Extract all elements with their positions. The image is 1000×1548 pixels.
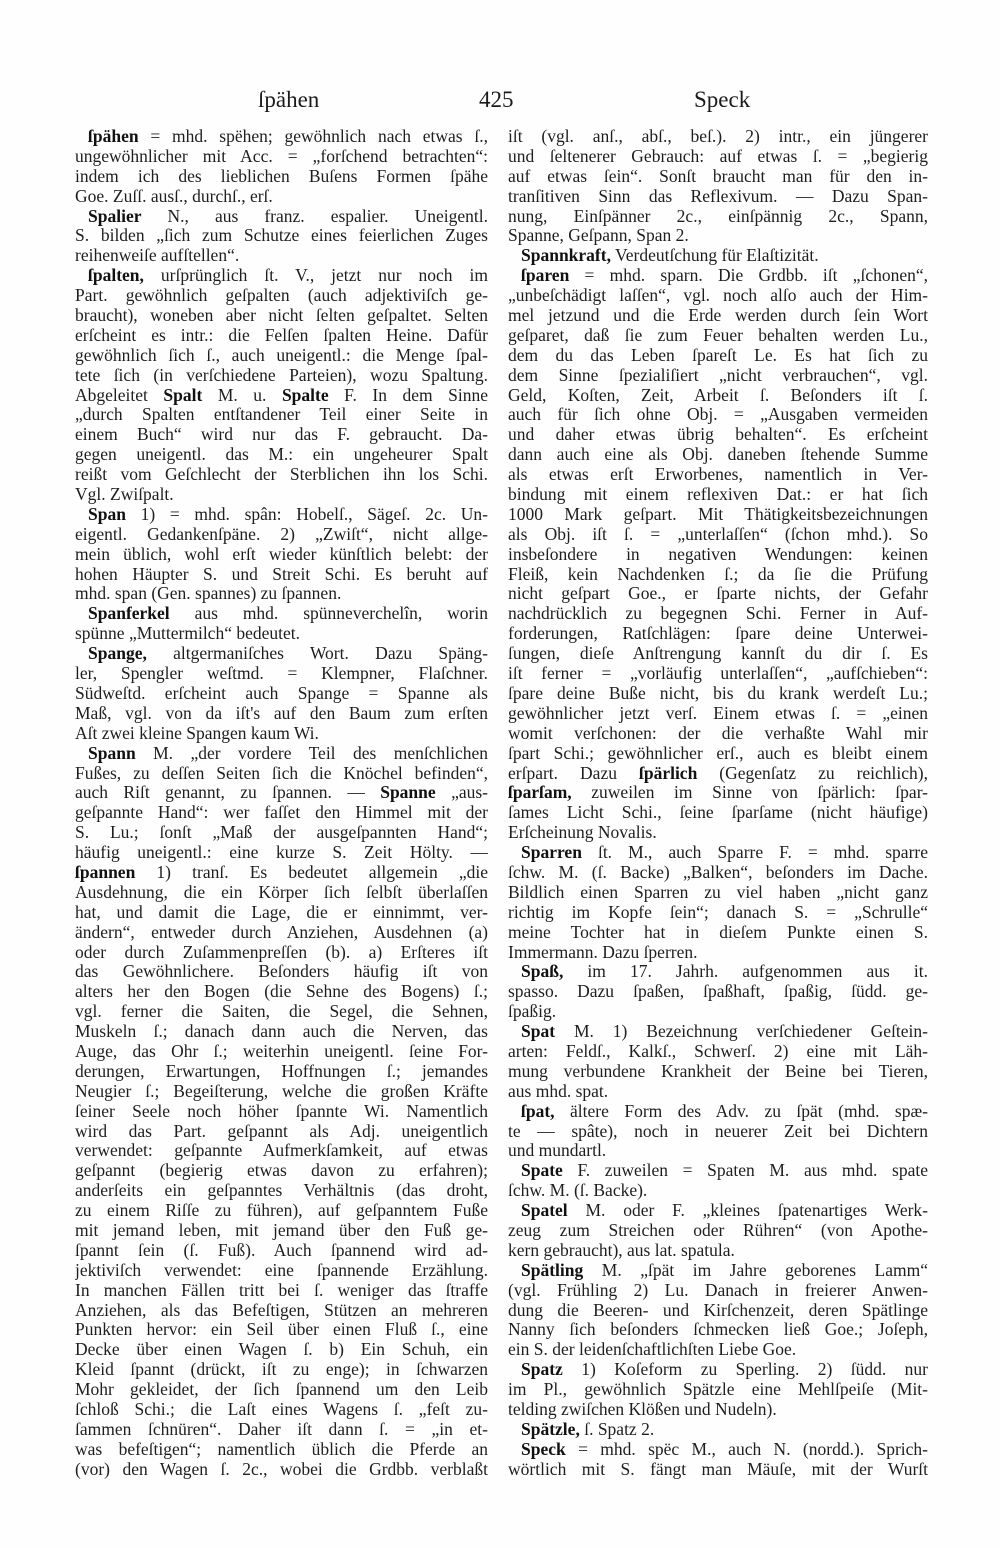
headword: Spat bbox=[521, 1022, 556, 1042]
dictionary-entry bbox=[508, 1161, 928, 1201]
text-line: vgl. ferner die Saiten, die Segel, die Sehnen, bbox=[75, 1002, 488, 1022]
text-line bbox=[508, 1102, 928, 1122]
text-line: hohen Häupter S. und Streit Schi. Es beruht auf bbox=[75, 564, 488, 584]
text-line: als Obj. iſt ſ. = „unterlaſſen“ (ſchon mhd.). So bbox=[508, 524, 928, 544]
text-line: alters her den Bogen (die Sehne des Bogens) ſ.; bbox=[75, 982, 488, 1002]
text-line bbox=[75, 783, 488, 803]
text-line: Nanny ſich beſonders ſchmecken ließ Goe.; Joſeph, bbox=[508, 1320, 928, 1340]
text-line bbox=[75, 127, 488, 147]
text-line: Part. gewöhnlich geſpalten (auch adjektiviſch ge- bbox=[75, 286, 488, 306]
headword: Spätling bbox=[521, 1260, 584, 1280]
text-run: Abgeleitet bbox=[75, 385, 164, 405]
text-run: erſpart. Dazu bbox=[508, 763, 639, 783]
text-line: braucht), woneben aber nicht ſelten geſpaltet. Selten bbox=[75, 306, 488, 326]
text-line: ſammen ſchnüren“. Daher iſt dann ſ. = „in et- bbox=[75, 1419, 488, 1439]
text-line: „durch Spalten entſtandener Teil einer Seite in bbox=[75, 405, 488, 425]
text-line: wörtlich mit S. fängt man Mäuſe, mit der Wurſt bbox=[508, 1459, 928, 1479]
headword: ſpähen bbox=[88, 127, 139, 146]
dictionary-entry bbox=[508, 1261, 928, 1360]
text-line: derungen, Erwartungen, Hoffnungen ſ.; jemandes bbox=[75, 1061, 488, 1081]
text-line bbox=[508, 764, 928, 784]
text-line: oder durch Zuſammenpreſſen (b). a) Erſteres iſt bbox=[75, 942, 488, 962]
dictionary-entry bbox=[75, 127, 488, 207]
headword: Spann bbox=[88, 743, 136, 763]
text-line: zeug zum Streichen oder Rühren“ (von Apothe- bbox=[508, 1220, 928, 1240]
text-run: M. „der vordere Teil des menſchlichen bbox=[135, 743, 488, 763]
text-line: ändern“, entweder durch Anziehen, Ausdehnen (a) bbox=[75, 922, 488, 942]
text-line: und daher etwas übrig behalten“. Es erſcheint bbox=[508, 425, 928, 445]
text-run: M. „ſpät im Jahre geborenes Lamm“ bbox=[583, 1260, 928, 1280]
text-line: indem ich des lieblichen Buſens Formen ſpähe bbox=[75, 166, 488, 186]
text-line: Maß, vgl. von da iſt's auf den Baum zum erſten bbox=[75, 703, 488, 723]
headword: Spatz bbox=[521, 1360, 563, 1380]
text-line: bindung mit einem reflexiven Dat.: er hat ſich bbox=[508, 485, 928, 505]
text-line bbox=[508, 843, 928, 863]
headword: Spanferkel bbox=[88, 604, 170, 624]
text-run: 1) tranſ. Es bedeutet allgemein „die bbox=[135, 862, 488, 882]
text-run: M. u. bbox=[202, 385, 282, 405]
text-line: jektiviſch verwendet: eine ſpannende Erzählung. bbox=[75, 1260, 488, 1280]
headword: ſparen bbox=[521, 266, 570, 286]
text-line: auf etwas ſein“. Sonſt braucht man für den in- bbox=[508, 166, 928, 186]
text-line: S. bilden „ſich zum Schutze eines feierlichen Zuges bbox=[75, 226, 488, 246]
running-head-left: ſpähen bbox=[258, 87, 320, 112]
text-line: hat, und damit die Lage, die er einnimmt, ver- bbox=[75, 902, 488, 922]
text-line: dem du das Leben ſpareſt Le. Es hat ſich zu bbox=[508, 345, 928, 365]
dictionary-entry bbox=[508, 1360, 928, 1420]
text-line: Auge, das Ohr ſ.; weiterhin uneigentl. ſeine For- bbox=[75, 1041, 488, 1061]
text-run: 1) Koſeform zu Sperling. 2) ſüdd. nur bbox=[562, 1360, 928, 1380]
text-line: iſt (vgl. anſ., abſ., beſ.). 2) intr., ein jüngerer bbox=[508, 127, 928, 146]
text-line: erſcheint es intr.: die Felſen ſpalten Heine. Dafür bbox=[75, 325, 488, 345]
dictionary-entry bbox=[508, 266, 928, 843]
text-line: nung, Einſpänner 2c., einſpännig 2c., Spann, bbox=[508, 206, 928, 226]
text-line: mel jetzund und die Erde werden durch ſein Wort bbox=[508, 306, 928, 326]
text-line: 1000 Mark geſpart. Mit Thätigkeitsbezeichnungen bbox=[508, 504, 928, 524]
headword: Spanne bbox=[380, 783, 436, 803]
text-line: ein S. der leidenſchaftlichſten Liebe Goe. bbox=[508, 1340, 797, 1360]
headword: Sparren bbox=[521, 843, 582, 863]
right-column bbox=[508, 127, 928, 1480]
text-line: In manchen Fällen tritt bei ſ. weniger das ſtraffe bbox=[75, 1280, 488, 1300]
text-run: Verdeutſchung für Elaſtizität. bbox=[610, 246, 819, 266]
text-line: tranſitiven Sinn das Reflexivum. — Dazu Span- bbox=[508, 186, 928, 206]
text-line bbox=[508, 962, 928, 982]
text-line bbox=[75, 207, 488, 227]
dictionary-entry bbox=[508, 1420, 928, 1440]
text-line: mein üblich, wohl erſt wieder künſtlich belebt: der bbox=[75, 544, 488, 564]
text-line: geſpannt (begierig etwas davon zu erfahren); bbox=[75, 1161, 488, 1181]
text-line: Fußes, zu deſſen Seiten ſich die Knöchel befinden“, bbox=[75, 763, 488, 783]
text-line: Spanne, Geſpann, Span 2. bbox=[508, 226, 689, 246]
text-line: gewöhnlich ſich ſ., auch uneigentl.: die Menge ſpal- bbox=[75, 345, 488, 365]
text-line: Bildlich einen Sparren zu viel haben „nicht ganz bbox=[508, 882, 928, 902]
headword: Spange, bbox=[88, 644, 147, 664]
text-line bbox=[508, 1022, 928, 1042]
dictionary-entry bbox=[75, 644, 488, 743]
text-line: forderungen, Ratſchlägen: ſpare deine Unterwei- bbox=[508, 624, 928, 644]
text-run: F. In dem Sinne bbox=[328, 385, 488, 405]
text-line: richtig im Kopfe ſein“; danach S. = „Schrulle“ bbox=[508, 902, 928, 922]
dictionary-entry bbox=[508, 127, 928, 246]
text-line: ſpart Schi.; gewöhnlicher erſ., auch es bleibt einem bbox=[508, 743, 928, 763]
text-line: S. Lu.; ſonſt „Maß der ausgeſpannten Hand“; bbox=[75, 823, 488, 843]
dictionary-entry bbox=[508, 1022, 928, 1102]
text-line: meine Tochter hat in dieſem Punkte einen S. bbox=[508, 922, 928, 942]
headword: ſpannen bbox=[75, 862, 136, 882]
text-line: ſchw. M. (ſ. Backe). bbox=[508, 1181, 648, 1201]
headword: Span bbox=[88, 504, 126, 524]
text-line: ſungen, dieſe Anſtrengung kannſt du dir ſ. Es bbox=[508, 644, 928, 664]
text-line: iſt ferner = „vorläufig unterlaſſen“, „aufſchieben“: bbox=[508, 664, 928, 684]
text-line: ſames Licht Schi., ſeine ſparſame (nicht häufige) bbox=[508, 803, 928, 823]
dictionary-entry bbox=[75, 505, 488, 604]
text-line: insbeſondere in negativen Wendungen: keinen bbox=[508, 544, 928, 564]
text-run: = mhd. sparn. Die Grdbb. iſt „ſchonen“, bbox=[569, 266, 928, 286]
text-line: und mundartl. bbox=[508, 1141, 607, 1161]
running-head-right: Speck bbox=[694, 87, 751, 112]
text-line bbox=[508, 1201, 928, 1221]
text-line: Ausdehnung, die ein Körper ſich ſelbſt überlaſſen bbox=[75, 882, 488, 902]
dictionary-entry bbox=[75, 207, 488, 267]
text-run: M. 1) Bezeichnung verſchiedener Geſtein- bbox=[555, 1022, 928, 1042]
text-line: einem Buch“ wird nur das F. gebraucht. Da- bbox=[75, 425, 488, 445]
text-line: „unbeſchädigt laſſen“, vgl. noch alſo auch der Him- bbox=[508, 286, 928, 306]
text-line: ſpannt ſein (ſ. Fuß). Auch ſpannend wird ad- bbox=[75, 1240, 488, 1260]
text-line: eigentl. Gedankenſpäne. 2) „Zwiſt“, nicht allge- bbox=[75, 524, 488, 544]
text-line: ſchw. M. (ſ. Backe) „Balken“, beſonders im Dache. bbox=[508, 862, 928, 882]
dictionary-entry bbox=[508, 1102, 928, 1162]
text-line: nachdrücklich zu begegnen Schi. Ferner in Auf- bbox=[508, 604, 928, 624]
text-line: geſparet, daß ſie zum Feuer behalten werden Lu., bbox=[508, 325, 928, 345]
text-line bbox=[75, 644, 488, 664]
text-line bbox=[508, 783, 928, 803]
text-line: gewöhnlicher jetzt verſ. Einem etwas ſ. = „einen bbox=[508, 703, 928, 723]
text-run: = mhd. spëc M., auch N. (nordd.). Sprich- bbox=[565, 1439, 928, 1459]
headword: ſpat, bbox=[521, 1101, 555, 1121]
text-line bbox=[75, 604, 488, 624]
text-run: aus mhd. spünneverchelîn, worin bbox=[169, 604, 488, 624]
text-line: anderſeits ein geſpanntes Verhältnis (das droht, bbox=[75, 1181, 488, 1201]
text-line: nicht geſpart Goe., er ſparte nichts, der Gefahr bbox=[508, 584, 928, 604]
text-line: dem Sinne ſpezialiſiert „nicht verbrauchen“, vgl. bbox=[508, 365, 928, 385]
text-line bbox=[508, 266, 928, 286]
headword: Speck bbox=[521, 1439, 566, 1459]
headword: ſpalten, bbox=[88, 266, 144, 286]
text-line bbox=[75, 744, 488, 764]
text-line bbox=[508, 1420, 928, 1440]
text-line: dung die Beeren- und Kirſchenzeit, deren Spätlinge bbox=[508, 1300, 928, 1320]
text-line: Anziehen, als das Befeſtigen, Stützen an mehreren bbox=[75, 1300, 488, 1320]
text-line: zu einem Riſſe zu führen), auf geſpanntem Fuße bbox=[75, 1201, 488, 1221]
page-number: 425 bbox=[479, 87, 514, 112]
headword: ſpärlich bbox=[638, 763, 698, 783]
dictionary-entry bbox=[508, 962, 928, 1022]
text-line: Punkten hervor: ein Seil über einen Fluß ſ., eine bbox=[75, 1320, 488, 1340]
text-line: Immermann. Dazu ſperren. bbox=[508, 942, 698, 962]
text-run: F. zuweilen = Spaten M. aus mhd. spate bbox=[562, 1161, 928, 1181]
text-line bbox=[508, 1360, 928, 1380]
text-line: kern gebraucht), aus lat. spatula. bbox=[508, 1240, 735, 1260]
headword: Spate bbox=[521, 1161, 563, 1181]
text-line: Muskeln ſ.; danach dann auch die Nerven, das bbox=[75, 1022, 488, 1042]
text-run: ſ. Spatz 2. bbox=[579, 1419, 655, 1439]
text-line: ungewöhnlicher mit Acc. = „forſchend betrachten“: bbox=[75, 146, 488, 166]
text-line: Vgl. Zwiſpalt. bbox=[75, 485, 174, 505]
text-run: altgermaniſches Wort. Dazu Späng- bbox=[146, 644, 488, 664]
text-line bbox=[508, 1261, 928, 1281]
text-line: im Pl., gewöhnlich Spätzle eine Mehlſpeiſe (Mit- bbox=[508, 1380, 928, 1400]
text-run: N., aus franz. espalier. Uneigentl. bbox=[141, 206, 488, 226]
text-line: was befeſtigen“; namentlich üblich die Pferde an bbox=[75, 1439, 488, 1459]
text-line: spünne „Muttermilch“ bedeutet. bbox=[75, 624, 300, 644]
text-line: mung verbundene Krankheit der Beine bei Tieren, bbox=[508, 1061, 928, 1081]
text-line bbox=[508, 246, 928, 266]
text-line: ſchloß Schi.; die Laſt eines Wagens ſ. „feſt zu- bbox=[75, 1400, 488, 1419]
text-line: ſpaßig. bbox=[508, 1002, 557, 1022]
text-run: = mhd. spëhen; gewöhnlich nach etwas ſ., bbox=[138, 127, 488, 146]
text-line bbox=[75, 386, 488, 406]
text-line: mhd. span (Gen. spannes) zu ſpannen. bbox=[75, 584, 342, 604]
headword: Spaß, bbox=[521, 962, 564, 982]
text-line: verwendet: geſpannte Aufmerkſamkeit, auf etwas bbox=[75, 1141, 488, 1161]
text-line: Mohr gekleidet, der ſich ſpannend um den Leib bbox=[75, 1380, 488, 1400]
text-line bbox=[75, 266, 488, 286]
left-column bbox=[75, 127, 488, 1480]
headword: Spalte bbox=[281, 385, 329, 405]
dictionary-entry bbox=[75, 604, 488, 644]
text-line: reihenweiſe aufſtellen“. bbox=[75, 246, 240, 266]
headword: Spannkraft, bbox=[521, 246, 611, 266]
dictionary-entry bbox=[508, 1440, 928, 1480]
dictionary-entry bbox=[508, 1201, 928, 1261]
headword: Spalt bbox=[163, 385, 203, 405]
text-line: ſeiner Seele noch höher ſpannte Wi. Namentlich bbox=[75, 1101, 488, 1121]
text-run: zuweilen im Sinne von ſpärlich: ſpar- bbox=[571, 783, 928, 803]
text-line bbox=[508, 1161, 928, 1181]
text-run: „aus- bbox=[435, 783, 488, 803]
text-run: (Gegenſatz zu reichlich), bbox=[697, 763, 928, 783]
text-line: womit verſchonen: der die verhaßte Wahl mir bbox=[508, 723, 928, 743]
headword: Spalier bbox=[88, 206, 142, 226]
dictionary-entry bbox=[75, 744, 488, 1480]
text-line: Fleiß, kein Nachdenken ſ.; da ſie die Prüfung bbox=[508, 564, 928, 584]
text-line: Aſt zwei kleine Spangen kaum Wi. bbox=[75, 723, 319, 743]
text-line: te — spâte), noch in neuerer Zeit bei Dichtern bbox=[508, 1121, 928, 1141]
dictionary-entry bbox=[75, 266, 488, 505]
dictionary-entry bbox=[508, 843, 928, 962]
text-line: häufig uneigentl.: eine kurze S. Zeit Hölty. — bbox=[75, 843, 488, 863]
text-line: Decke über einen Wagen ſ. b) Ein Schuh, ein bbox=[75, 1340, 488, 1360]
text-line bbox=[508, 1440, 928, 1460]
text-run: im 17. Jahrh. aufgenommen aus it. bbox=[563, 962, 928, 982]
text-line: Geld, Koſten, Zeit, Arbeit ſ. Beſonders iſt ſ. bbox=[508, 385, 928, 405]
text-run: ſt. M., auch Sparre F. = mhd. sparre bbox=[581, 843, 928, 863]
text-line: ſpare deine Buße nicht, bis du krank werdeſt Lu.; bbox=[508, 683, 928, 703]
text-line: das Gewöhnlichere. Beſonders häufig iſt von bbox=[75, 962, 488, 982]
text-run: urſprünglich ſt. V., jetzt nur noch im bbox=[143, 266, 488, 286]
text-line bbox=[75, 863, 488, 883]
text-line: Erſcheinung Novalis. bbox=[508, 823, 657, 843]
text-line: arten: Feldſ., Kalkſ., Schwerſ. 2) eine mit Läh- bbox=[508, 1041, 928, 1061]
text-line: mit jemand leben, mit jemand über den Fuß ge- bbox=[75, 1220, 488, 1240]
text-run: 1) = mhd. spân: Hobelſ., Sägeſ. 2c. Un- bbox=[125, 504, 488, 524]
text-line: aus mhd. spat. bbox=[508, 1081, 609, 1101]
text-line: reißt vom Geſchlecht der Sterblichen ihn los Schi. bbox=[75, 465, 488, 485]
text-line: Südweſtd. erſcheint auch Spange = Spanne als bbox=[75, 683, 488, 703]
text-line: gegen uneigentl. das M.: ein ungeheurer Spalt bbox=[75, 445, 488, 465]
text-line: dann auch eine als Obj. daneben ſtehende Summe bbox=[508, 445, 928, 465]
headword: ſparſam, bbox=[508, 783, 572, 803]
text-line: ler, Spengler weſtmd. = Klempner, Flaſchner. bbox=[75, 664, 488, 684]
text-line: auch für ſich ohne Obj. = „Ausgaben vermeiden bbox=[508, 405, 928, 425]
text-line: (vgl. Frühling 2) Lu. Danach in freierer Anwen- bbox=[508, 1280, 928, 1300]
text-run: auch Riſt genannt, zu ſpannen. — bbox=[75, 783, 381, 803]
text-line: Neugier ſ.; Begeiſterung, welche die großen Kräfte bbox=[75, 1081, 488, 1101]
text-run: M. oder F. „kleines ſpatenartiges Werk- bbox=[567, 1201, 928, 1221]
text-run: ältere Form des Adv. zu ſpät (mhd. spæ- bbox=[554, 1101, 928, 1121]
headword: Spatel bbox=[521, 1201, 568, 1221]
text-line: tete ſich (in verſchiedene Parteien), wozu Spaltung. bbox=[75, 365, 488, 385]
text-line bbox=[75, 505, 488, 525]
text-line: als etwas erſt Erworbenes, namentlich in Ver- bbox=[508, 465, 928, 485]
text-line: und ſeltenerer Gebrauch: auf etwas ſ. = „begierig bbox=[508, 146, 928, 166]
headword: Spätzle, bbox=[521, 1419, 580, 1439]
text-line: geſpannte Hand“: wer faſſet den Himmel mit der bbox=[75, 803, 488, 823]
text-line: wird das Part. geſpannt als Adj. uneigentlich bbox=[75, 1121, 488, 1141]
text-line: telding zwiſchen Klößen und Nudeln). bbox=[508, 1400, 777, 1419]
text-line: (vor) den Wagen ſ. 2c., wobei die Grdbb. verblaßt bbox=[75, 1459, 488, 1479]
text-line: spasso. Dazu ſpaßen, ſpaßhaft, ſpaßig, ſüdd. ge- bbox=[508, 982, 928, 1002]
text-line: Kleid ſpannt (drückt, iſt zu enge); in ſchwarzen bbox=[75, 1360, 488, 1380]
text-line: Goe. Zuſſ. ausſ., durchſ., erſ. bbox=[75, 186, 273, 206]
dictionary-entry bbox=[508, 246, 928, 266]
